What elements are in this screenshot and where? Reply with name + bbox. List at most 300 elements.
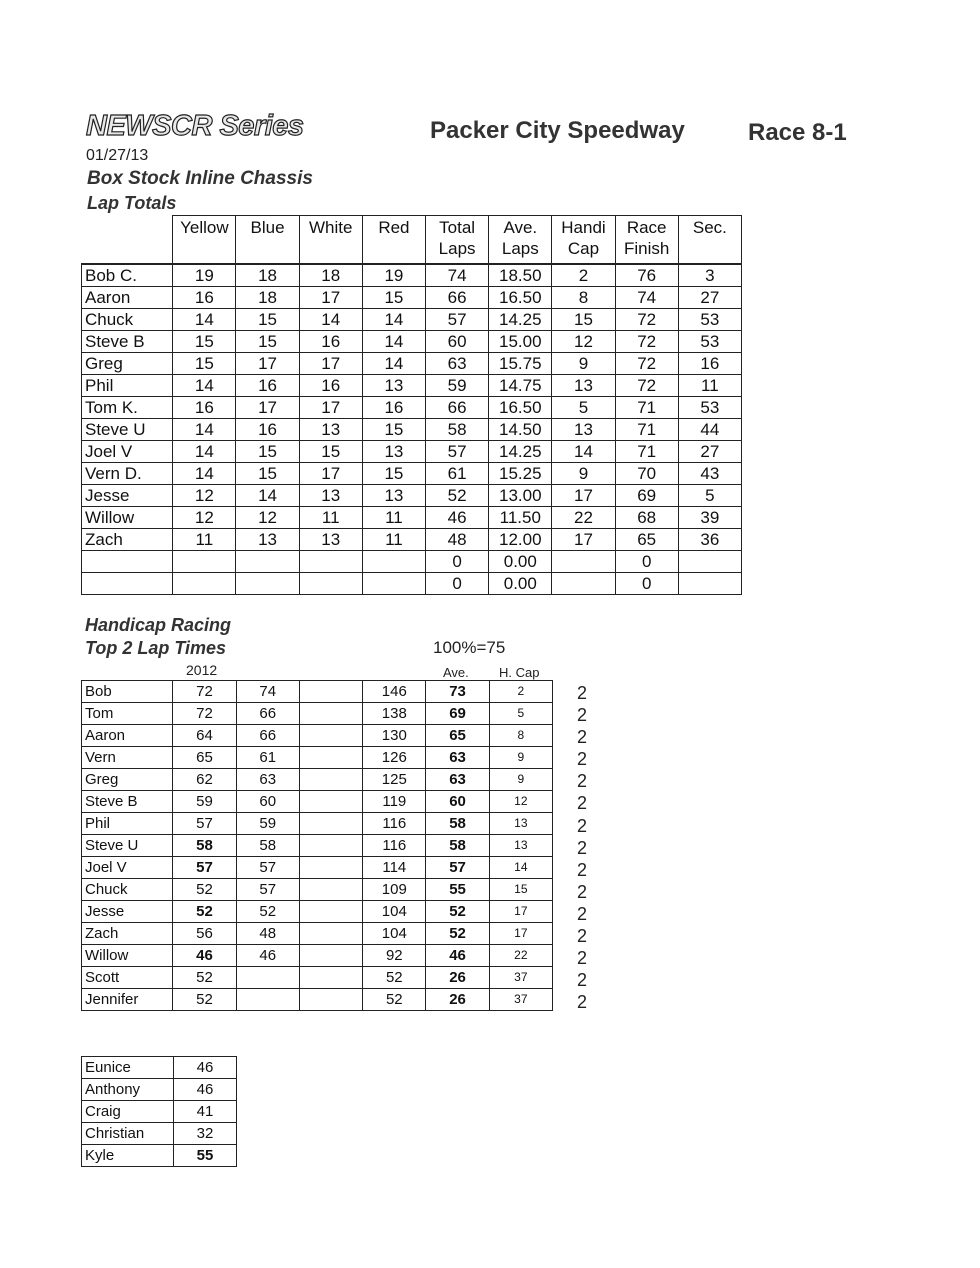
table-cell: 52 — [363, 967, 426, 989]
table-cell — [173, 551, 236, 573]
table-row — [82, 441, 742, 463]
hcap-label: H. Cap — [499, 665, 540, 680]
count-value: 2 — [577, 970, 588, 991]
table-cell: 18 — [236, 287, 299, 309]
table-cell: 8 — [552, 287, 615, 309]
table-row — [82, 725, 553, 747]
count-value: 2 — [577, 749, 588, 770]
table-cell: 15.00 — [489, 331, 552, 353]
table-cell: 74 — [615, 287, 678, 309]
count-value: 2 — [577, 683, 588, 703]
column-header — [173, 216, 236, 265]
table-cell: 53 — [678, 309, 741, 331]
table-cell: 64 — [173, 725, 236, 747]
table-cell: 15 — [236, 441, 299, 463]
table-cell: 13 — [489, 813, 552, 835]
column-header — [362, 216, 425, 265]
table-cell: 15.25 — [489, 463, 552, 485]
table-cell — [299, 967, 362, 989]
table-cell: 16.50 — [489, 287, 552, 309]
table-cell: 66 — [426, 287, 489, 309]
table-cell — [299, 769, 362, 791]
table-row — [82, 264, 742, 287]
table-cell: 0.00 — [489, 551, 552, 573]
driver-name: Jesse — [82, 485, 173, 507]
table-cell: 17 — [299, 463, 362, 485]
column-header-line2: Laps — [501, 239, 539, 258]
driver-name: Tom K. — [82, 397, 173, 419]
count-value: 2 — [577, 727, 588, 748]
table-cell: 61 — [236, 747, 299, 769]
count-value: 2 — [577, 815, 588, 836]
driver-name — [82, 551, 173, 573]
table-cell: 2 — [552, 264, 615, 287]
ave-label: Ave. — [443, 665, 469, 680]
table-cell: 14.25 — [489, 309, 552, 331]
table-cell: 22 — [552, 507, 615, 529]
table-cell: 0 — [426, 551, 489, 573]
table-cell: 52 — [363, 989, 426, 1011]
driver-name: Jesse — [82, 901, 173, 923]
table-cell: 46 — [426, 945, 489, 967]
table-cell: 17 — [236, 397, 299, 419]
table-cell: 57 — [173, 813, 236, 835]
table-cell — [173, 573, 236, 595]
table-cell — [299, 725, 362, 747]
table-cell: 18 — [236, 264, 299, 287]
table-row — [82, 463, 742, 485]
column-header-line1: Ave. — [503, 218, 538, 237]
table-cell: 72 — [173, 703, 236, 725]
table-cell — [236, 573, 299, 595]
table-cell: 17 — [299, 353, 362, 375]
table-cell: 60 — [426, 331, 489, 353]
table-row — [82, 747, 553, 769]
table-cell: 15 — [362, 419, 425, 441]
table-cell: 0.00 — [489, 573, 552, 595]
table-cell: 26 — [426, 967, 489, 989]
table-cell: 53 — [678, 397, 741, 419]
table-cell: 13 — [489, 835, 552, 857]
table-cell: 55 — [174, 1145, 237, 1167]
handicap-scale: 100%=75 — [433, 638, 506, 657]
table-cell: 52 — [236, 901, 299, 923]
table-cell: 14 — [173, 419, 236, 441]
table-cell: 52 — [426, 923, 489, 945]
lap-header-row — [82, 216, 742, 265]
table-cell: 5 — [552, 397, 615, 419]
count-value: 2 — [577, 926, 588, 947]
table-cell: 46 — [173, 945, 236, 967]
table-cell — [299, 551, 362, 573]
driver-name: Phil — [82, 375, 173, 397]
table-cell: 60 — [236, 791, 299, 813]
table-cell: 74 — [426, 264, 489, 287]
table-cell — [362, 573, 425, 595]
table-cell: 57 — [236, 879, 299, 901]
table-cell: 72 — [615, 353, 678, 375]
series-title: NEWSCR Series — [86, 110, 304, 142]
table-cell — [362, 551, 425, 573]
table-cell: 12.00 — [489, 529, 552, 551]
table-cell: 63 — [426, 353, 489, 375]
table-cell: 46 — [426, 507, 489, 529]
driver-name: Craig — [82, 1101, 174, 1123]
table-cell — [299, 879, 362, 901]
table-cell: 19 — [173, 264, 236, 287]
table-cell: 66 — [236, 703, 299, 725]
table-row — [82, 923, 553, 945]
table-cell: 58 — [236, 835, 299, 857]
table-cell: 46 — [174, 1057, 237, 1079]
table-cell — [236, 989, 299, 1011]
column-header-line2: Finish — [623, 239, 670, 258]
track-name: Packer City Speedway — [430, 117, 685, 144]
table-cell: 14 — [362, 331, 425, 353]
top-laps-title: Top 2 Lap Times — [85, 638, 227, 658]
table-cell: 13 — [299, 485, 362, 507]
driver-name: Greg — [82, 353, 173, 375]
table-cell: 52 — [173, 879, 236, 901]
table-cell — [678, 573, 741, 595]
count-value: 2 — [577, 837, 588, 858]
table-cell — [552, 551, 615, 573]
table-cell: 15 — [362, 287, 425, 309]
table-cell: 16 — [299, 331, 362, 353]
table-cell: 16 — [173, 397, 236, 419]
table-cell: 26 — [426, 989, 489, 1011]
table-cell: 58 — [173, 835, 236, 857]
table-cell: 15 — [362, 463, 425, 485]
table-cell: 14.25 — [489, 441, 552, 463]
table-row — [82, 901, 553, 923]
table-cell: 55 — [426, 879, 489, 901]
table-cell: 63 — [236, 769, 299, 791]
column-header — [236, 216, 299, 265]
table-cell: 17 — [489, 923, 552, 945]
table-cell — [299, 681, 362, 703]
driver-name: Christian — [82, 1123, 174, 1145]
table-cell: 14.75 — [489, 375, 552, 397]
table-cell: 14 — [552, 441, 615, 463]
table-cell: 12 — [489, 791, 552, 813]
column-header-line1: Sec. — [692, 218, 727, 237]
table-cell: 3 — [678, 264, 741, 287]
table-cell: 0 — [615, 573, 678, 595]
table-row — [82, 1079, 237, 1101]
race-date: 01/27/13 — [86, 147, 149, 164]
count-value: 2 — [577, 771, 588, 792]
table-cell: 65 — [426, 725, 489, 747]
column-header-line1: Blue — [250, 218, 285, 237]
table-cell: 22 — [489, 945, 552, 967]
table-cell: 12 — [552, 331, 615, 353]
table-cell: 15 — [236, 309, 299, 331]
driver-name: Zach — [82, 529, 173, 551]
table-cell: 16 — [362, 397, 425, 419]
column-header — [678, 216, 741, 265]
table-cell: 27 — [678, 441, 741, 463]
table-cell: 14 — [362, 353, 425, 375]
table-cell — [678, 551, 741, 573]
column-header-line1: Red — [378, 218, 410, 237]
year-label: 2012 — [186, 662, 218, 678]
table-row — [82, 791, 553, 813]
table-cell — [299, 573, 362, 595]
driver-name: Chuck — [82, 879, 173, 901]
driver-name: Chuck — [82, 309, 173, 331]
table-row — [82, 287, 742, 309]
table-cell: 11 — [362, 507, 425, 529]
table-cell: 57 — [173, 857, 236, 879]
table-cell: 14 — [173, 375, 236, 397]
table-cell: 9 — [552, 463, 615, 485]
driver-name: Tom — [82, 703, 173, 725]
column-header — [426, 216, 489, 265]
driver-name: Greg — [82, 769, 173, 791]
table-cell: 15 — [236, 463, 299, 485]
driver-name: Phil — [82, 813, 173, 835]
count-value: 2 — [577, 859, 588, 880]
others-table — [81, 1056, 237, 1167]
table-cell: 16 — [236, 375, 299, 397]
table-cell: 13.00 — [489, 485, 552, 507]
driver-name: Aaron — [82, 287, 173, 309]
table-cell: 14 — [362, 309, 425, 331]
table-cell — [299, 703, 362, 725]
driver-name: Steve U — [82, 835, 173, 857]
table-cell — [299, 923, 362, 945]
table-cell: 17 — [552, 529, 615, 551]
table-cell: 68 — [615, 507, 678, 529]
table-cell: 72 — [615, 331, 678, 353]
table-cell: 71 — [615, 419, 678, 441]
table-cell: 57 — [426, 309, 489, 331]
table-cell: 63 — [426, 747, 489, 769]
table-cell: 74 — [236, 681, 299, 703]
table-cell: 19 — [362, 264, 425, 287]
table-row — [82, 1057, 237, 1079]
table-cell: 58 — [426, 835, 489, 857]
table-row — [82, 375, 742, 397]
table-cell: 13 — [299, 419, 362, 441]
table-row — [82, 989, 553, 1011]
table-row — [82, 397, 742, 419]
table-cell: 57 — [426, 857, 489, 879]
table-cell: 58 — [426, 419, 489, 441]
table-cell: 130 — [363, 725, 426, 747]
count-value: 2 — [577, 948, 588, 969]
column-header-line2: Cap — [567, 239, 600, 258]
table-cell: 14 — [173, 463, 236, 485]
driver-name: Vern — [82, 747, 173, 769]
table-cell: 27 — [678, 287, 741, 309]
table-cell: 32 — [174, 1123, 237, 1145]
table-cell: 57 — [236, 857, 299, 879]
table-cell: 17 — [489, 901, 552, 923]
table-cell: 11.50 — [489, 507, 552, 529]
table-cell: 92 — [363, 945, 426, 967]
table-cell — [299, 945, 362, 967]
table-cell: 52 — [173, 967, 236, 989]
table-cell: 14.50 — [489, 419, 552, 441]
table-cell: 72 — [173, 681, 236, 703]
driver-name: Willow — [82, 945, 173, 967]
class-title: Box Stock Inline Chassis — [87, 168, 313, 189]
table-cell — [299, 989, 362, 1011]
table-row — [82, 331, 742, 353]
column-header — [552, 216, 615, 265]
table-cell: 65 — [615, 529, 678, 551]
table-row — [82, 353, 742, 375]
table-cell: 14 — [173, 441, 236, 463]
table-cell: 65 — [173, 747, 236, 769]
table-row — [82, 813, 553, 835]
table-cell: 13 — [552, 375, 615, 397]
driver-name: Steve B — [82, 331, 173, 353]
count-value: 2 — [577, 903, 588, 924]
table-cell: 9 — [489, 769, 552, 791]
table-cell: 17 — [299, 397, 362, 419]
table-cell: 16.50 — [489, 397, 552, 419]
header-blank-cell — [82, 216, 173, 265]
driver-name: Eunice — [82, 1057, 174, 1079]
table-cell: 52 — [173, 901, 236, 923]
table-cell: 12 — [173, 485, 236, 507]
table-row — [82, 703, 553, 725]
table-cell: 116 — [363, 835, 426, 857]
table-cell: 66 — [236, 725, 299, 747]
table-cell: 15 — [552, 309, 615, 331]
lap-totals-table — [81, 215, 742, 595]
table-row — [82, 1123, 237, 1145]
table-cell: 119 — [363, 791, 426, 813]
table-cell: 15.75 — [489, 353, 552, 375]
column-header-line1: Handi — [561, 218, 606, 237]
table-cell: 15 — [173, 353, 236, 375]
driver-name: Zach — [82, 923, 173, 945]
table-row — [82, 507, 742, 529]
table-cell: 0 — [615, 551, 678, 573]
table-cell: 71 — [615, 441, 678, 463]
table-row — [82, 419, 742, 441]
table-cell: 5 — [489, 703, 552, 725]
driver-name: Joel V — [82, 441, 173, 463]
table-cell — [299, 747, 362, 769]
table-cell: 15 — [489, 879, 552, 901]
count-value: 2 — [577, 881, 588, 902]
column-header — [299, 216, 362, 265]
table-cell: 62 — [173, 769, 236, 791]
table-cell: 57 — [426, 441, 489, 463]
driver-name — [82, 573, 173, 595]
table-cell: 52 — [173, 989, 236, 1011]
driver-name: Bob — [82, 681, 173, 703]
table-cell: 48 — [426, 529, 489, 551]
driver-name: Vern D. — [82, 463, 173, 485]
table-cell: 2 — [489, 681, 552, 703]
table-cell: 59 — [173, 791, 236, 813]
table-cell: 17 — [299, 287, 362, 309]
table-cell: 13 — [552, 419, 615, 441]
table-cell: 52 — [426, 901, 489, 923]
column-header-line1: Race — [626, 218, 667, 237]
driver-name: Anthony — [82, 1079, 174, 1101]
table-cell: 16 — [173, 287, 236, 309]
table-row — [82, 769, 553, 791]
column-header-line2: Laps — [438, 239, 476, 258]
column-header-line1: Total — [439, 218, 476, 237]
driver-name: Steve B — [82, 791, 173, 813]
table-cell: 12 — [173, 507, 236, 529]
table-cell: 13 — [299, 529, 362, 551]
table-cell: 48 — [236, 923, 299, 945]
table-cell: 8 — [489, 725, 552, 747]
table-cell: 9 — [552, 353, 615, 375]
table-cell: 73 — [426, 681, 489, 703]
table-cell: 116 — [363, 813, 426, 835]
driver-name: Aaron — [82, 725, 173, 747]
table-cell: 16 — [236, 419, 299, 441]
table-cell: 9 — [489, 747, 552, 769]
table-cell: 18.50 — [489, 264, 552, 287]
table-cell: 125 — [363, 769, 426, 791]
table-cell: 11 — [362, 529, 425, 551]
table-cell: 39 — [678, 507, 741, 529]
table-cell: 71 — [615, 397, 678, 419]
table-cell: 11 — [299, 507, 362, 529]
table-cell: 72 — [615, 375, 678, 397]
table-cell: 114 — [363, 857, 426, 879]
table-cell: 66 — [426, 397, 489, 419]
table-row — [82, 857, 553, 879]
count-column — [577, 682, 587, 1013]
table-cell: 126 — [363, 747, 426, 769]
table-cell: 52 — [426, 485, 489, 507]
table-cell: 36 — [678, 529, 741, 551]
table-cell: 16 — [678, 353, 741, 375]
table-cell: 37 — [489, 967, 552, 989]
table-cell: 11 — [678, 375, 741, 397]
table-row — [82, 945, 553, 967]
table-cell: 14 — [299, 309, 362, 331]
table-cell: 18 — [299, 264, 362, 287]
table-cell: 69 — [615, 485, 678, 507]
count-value: 2 — [577, 793, 588, 814]
table-cell: 46 — [174, 1079, 237, 1101]
table-cell: 104 — [363, 901, 426, 923]
table-cell: 15 — [173, 331, 236, 353]
table-row — [82, 551, 742, 573]
table-cell: 13 — [236, 529, 299, 551]
table-row — [82, 573, 742, 595]
table-cell: 0 — [426, 573, 489, 595]
driver-name: Jennifer — [82, 989, 173, 1011]
driver-name: Scott — [82, 967, 173, 989]
table-cell: 109 — [363, 879, 426, 901]
table-cell — [552, 573, 615, 595]
table-cell: 56 — [173, 923, 236, 945]
table-cell: 11 — [173, 529, 236, 551]
driver-name: Kyle — [82, 1145, 174, 1167]
table-cell — [236, 551, 299, 573]
driver-name: Willow — [82, 507, 173, 529]
table-row — [82, 879, 553, 901]
table-cell: 15 — [299, 441, 362, 463]
table-cell: 13 — [362, 441, 425, 463]
table-cell — [299, 835, 362, 857]
table-cell: 138 — [363, 703, 426, 725]
